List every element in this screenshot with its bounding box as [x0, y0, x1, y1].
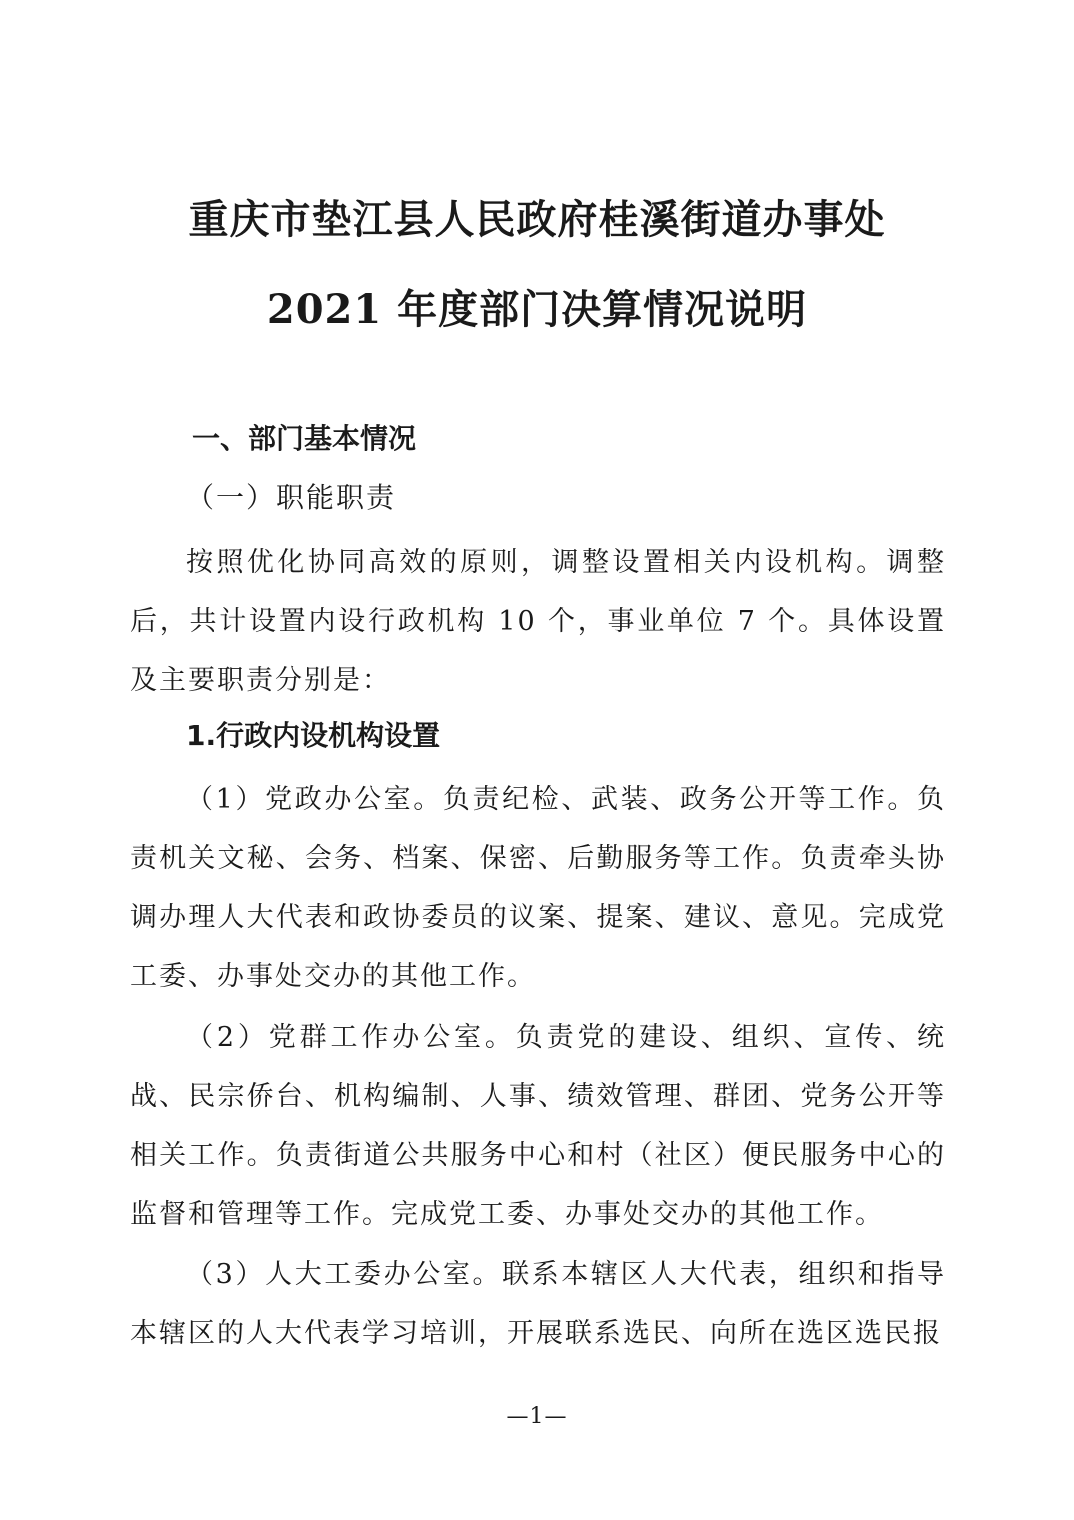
paragraph-party-mass-office: （2）党群工作办公室。负责党的建设、组织、宣传、统战、民宗侨台、机构编制、人事、绩效管理、群团、党务公开等相关工作。负责街道公共服务中心和村（社区）便民服务中心的监督和管理等工作。完成党工委、办事处交办的其他工作。: [130, 1022, 946, 1230]
intro-paragraph: 按照优化协同高效的原则，调整设置相关内设机构。调整后，共计设置内设行政机构 10 个，事业单位 7 个。具体设置及主要职责分别是：: [130, 547, 946, 696]
document-title-line-1: 重庆市垫江县人民政府桂溪街道办事处: [188, 196, 886, 243]
page-number: —1—: [506, 1404, 568, 1429]
document-title-line-2: 2021 年度部门决算情况说明: [266, 286, 808, 333]
subsection-heading-functions: （一）职能职责: [186, 481, 397, 514]
paragraph-npc-office: （3）人大工委办公室。联系本辖区人大代表，组织和指导本辖区的人大代表学习培训，开展联系选民、向所在选区选民报: [130, 1259, 946, 1349]
item-heading-admin-bodies: 1.行政内设机构设置: [186, 719, 441, 752]
paragraph-party-government-office: （1）党政办公室。负责纪检、武装、政务公开等工作。负责机关文秘、会务、档案、保密、后勤服务等工作。负责牵头协调办理人大代表和政协委员的议案、提案、建议、意见。完成党工委、办事处交办的其他工作。: [130, 784, 946, 992]
section-heading-basic-info: 一、部门基本情况: [192, 422, 417, 455]
